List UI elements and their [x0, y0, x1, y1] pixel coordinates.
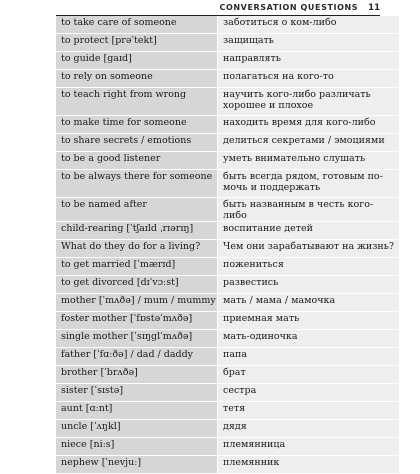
- translation-line: быть всегда рядом, готовым по-: [223, 171, 383, 182]
- russian-translation: [218, 16, 400, 34]
- english-term: sister [ˈsɪstə]: [56, 384, 218, 402]
- translation-line: быть названным в честь кого-либо: [223, 199, 374, 221]
- russian-translation: [218, 348, 400, 366]
- english-term: to take care of someone: [56, 16, 218, 34]
- vocabulary-table-body: [56, 16, 399, 474]
- english-term: to protect [prəˈtekt]: [56, 34, 218, 52]
- russian-translation: [218, 366, 400, 384]
- english-term: What do they do for a living?: [56, 240, 218, 258]
- translation-line: брат: [223, 367, 246, 378]
- table-row: [56, 198, 399, 222]
- table-row: [56, 402, 399, 420]
- translation-line: племянница: [223, 439, 286, 450]
- table-row: [56, 258, 399, 276]
- russian-translation: [218, 152, 400, 170]
- russian-translation: [218, 198, 400, 222]
- russian-translation: [218, 312, 400, 330]
- translation-line: уметь внимательно слушать: [223, 153, 366, 164]
- english-term: uncle [ˈʌŋkl]: [56, 420, 218, 438]
- table-row: [56, 16, 399, 34]
- russian-translation: [218, 294, 400, 312]
- table-row: [56, 384, 399, 402]
- table-row: [56, 366, 399, 384]
- russian-translation: [218, 438, 400, 456]
- table-row: [56, 70, 399, 88]
- russian-translation: [218, 222, 400, 240]
- translation-line: защищать: [223, 35, 274, 46]
- translation-line: хорошее и плохое: [223, 100, 314, 111]
- english-term: aunt [ɑːnt]: [56, 402, 218, 420]
- table-row: [56, 222, 399, 240]
- translation-line: научить кого-либо различать: [223, 89, 371, 100]
- table-row: [56, 240, 399, 258]
- translation-line: находить время для кого-либо: [223, 117, 376, 128]
- translation-line: мать-одиночка: [223, 331, 298, 342]
- table-row: [56, 330, 399, 348]
- russian-translation: [218, 384, 400, 402]
- table-row: [56, 134, 399, 152]
- translation-line: направлять: [223, 53, 281, 64]
- translation-line: тетя: [223, 403, 246, 414]
- english-term: nephew [ˈnevjuː]: [56, 456, 218, 474]
- english-term: to guide [gaɪd]: [56, 52, 218, 70]
- table-row: [56, 152, 399, 170]
- russian-translation: [218, 134, 400, 152]
- translation-line: пожениться: [223, 259, 284, 270]
- table-row: [56, 34, 399, 52]
- table-row: [56, 116, 399, 134]
- russian-translation: [218, 240, 400, 258]
- russian-translation: [218, 330, 400, 348]
- translation-line: мать / мама / мамочка: [223, 295, 336, 306]
- translation-line: приемная мать: [223, 313, 300, 324]
- table-row: [56, 348, 399, 366]
- translation-line: делиться секретами / эмоциями: [223, 135, 385, 146]
- page-number: 11: [368, 2, 380, 13]
- translation-line: Чем они зарабатывают на жизнь?: [223, 241, 394, 252]
- table-row: [56, 88, 399, 116]
- translation-line: дядя: [223, 421, 247, 432]
- table-row: [56, 312, 399, 330]
- running-header: [204, 0, 420, 15]
- english-term: to get divorced [dɪˈvɔːst]: [56, 276, 218, 294]
- russian-translation: [218, 276, 400, 294]
- table-row: [56, 294, 399, 312]
- translation-line: заботиться о ком-либо: [223, 17, 337, 28]
- english-term: to teach right from wrong: [56, 88, 218, 116]
- english-term: single mother [ˈsɪŋglˈmʌðə]: [56, 330, 218, 348]
- translation-line: папа: [223, 349, 247, 360]
- table-row: [56, 52, 399, 70]
- table-row: [56, 170, 399, 198]
- russian-translation: [218, 420, 400, 438]
- english-term: to be named after: [56, 198, 218, 222]
- english-term: niece [niːs]: [56, 438, 218, 456]
- english-term: father [ˈfɑːðə] / dad / daddy: [56, 348, 218, 366]
- english-term: to be a good listener: [56, 152, 218, 170]
- english-term: to rely on someone: [56, 70, 218, 88]
- translation-line: мочь и поддержать: [223, 182, 321, 193]
- russian-translation: [218, 116, 400, 134]
- english-term: to be always there for someone: [56, 170, 218, 198]
- table-row: [56, 456, 399, 474]
- translation-line: сестра: [223, 385, 257, 396]
- russian-translation: [218, 34, 400, 52]
- russian-translation: [218, 456, 400, 474]
- table-row: [56, 438, 399, 456]
- english-term: to get married [ˈmærɪd]: [56, 258, 218, 276]
- vocabulary-table: [56, 16, 399, 474]
- russian-translation: [218, 402, 400, 420]
- table-row: [56, 420, 399, 438]
- english-term: to share secrets / emotions: [56, 134, 218, 152]
- russian-translation: [218, 70, 400, 88]
- english-term: foster mother [ˈfɒstəˈmʌðə]: [56, 312, 218, 330]
- table-row: [56, 276, 399, 294]
- english-term: brother [ˈbrʌðə]: [56, 366, 218, 384]
- translation-line: воспитание детей: [223, 223, 313, 234]
- russian-translation: [218, 258, 400, 276]
- translation-line: развестись: [223, 277, 279, 288]
- russian-translation: [218, 170, 400, 198]
- english-term: child-rearing [ˈtʃaɪld ˌrɪərɪŋ]: [56, 222, 218, 240]
- english-term: to make time for someone: [56, 116, 218, 134]
- russian-translation: [218, 52, 400, 70]
- translation-line: полагаться на кого-то: [223, 71, 334, 82]
- russian-translation: [218, 88, 400, 116]
- translation-line: племянник: [223, 457, 280, 468]
- section-title: CONVERSATION QUESTIONS: [219, 3, 359, 12]
- english-term: mother [ˈmʌðə] / mum / mummy: [56, 294, 218, 312]
